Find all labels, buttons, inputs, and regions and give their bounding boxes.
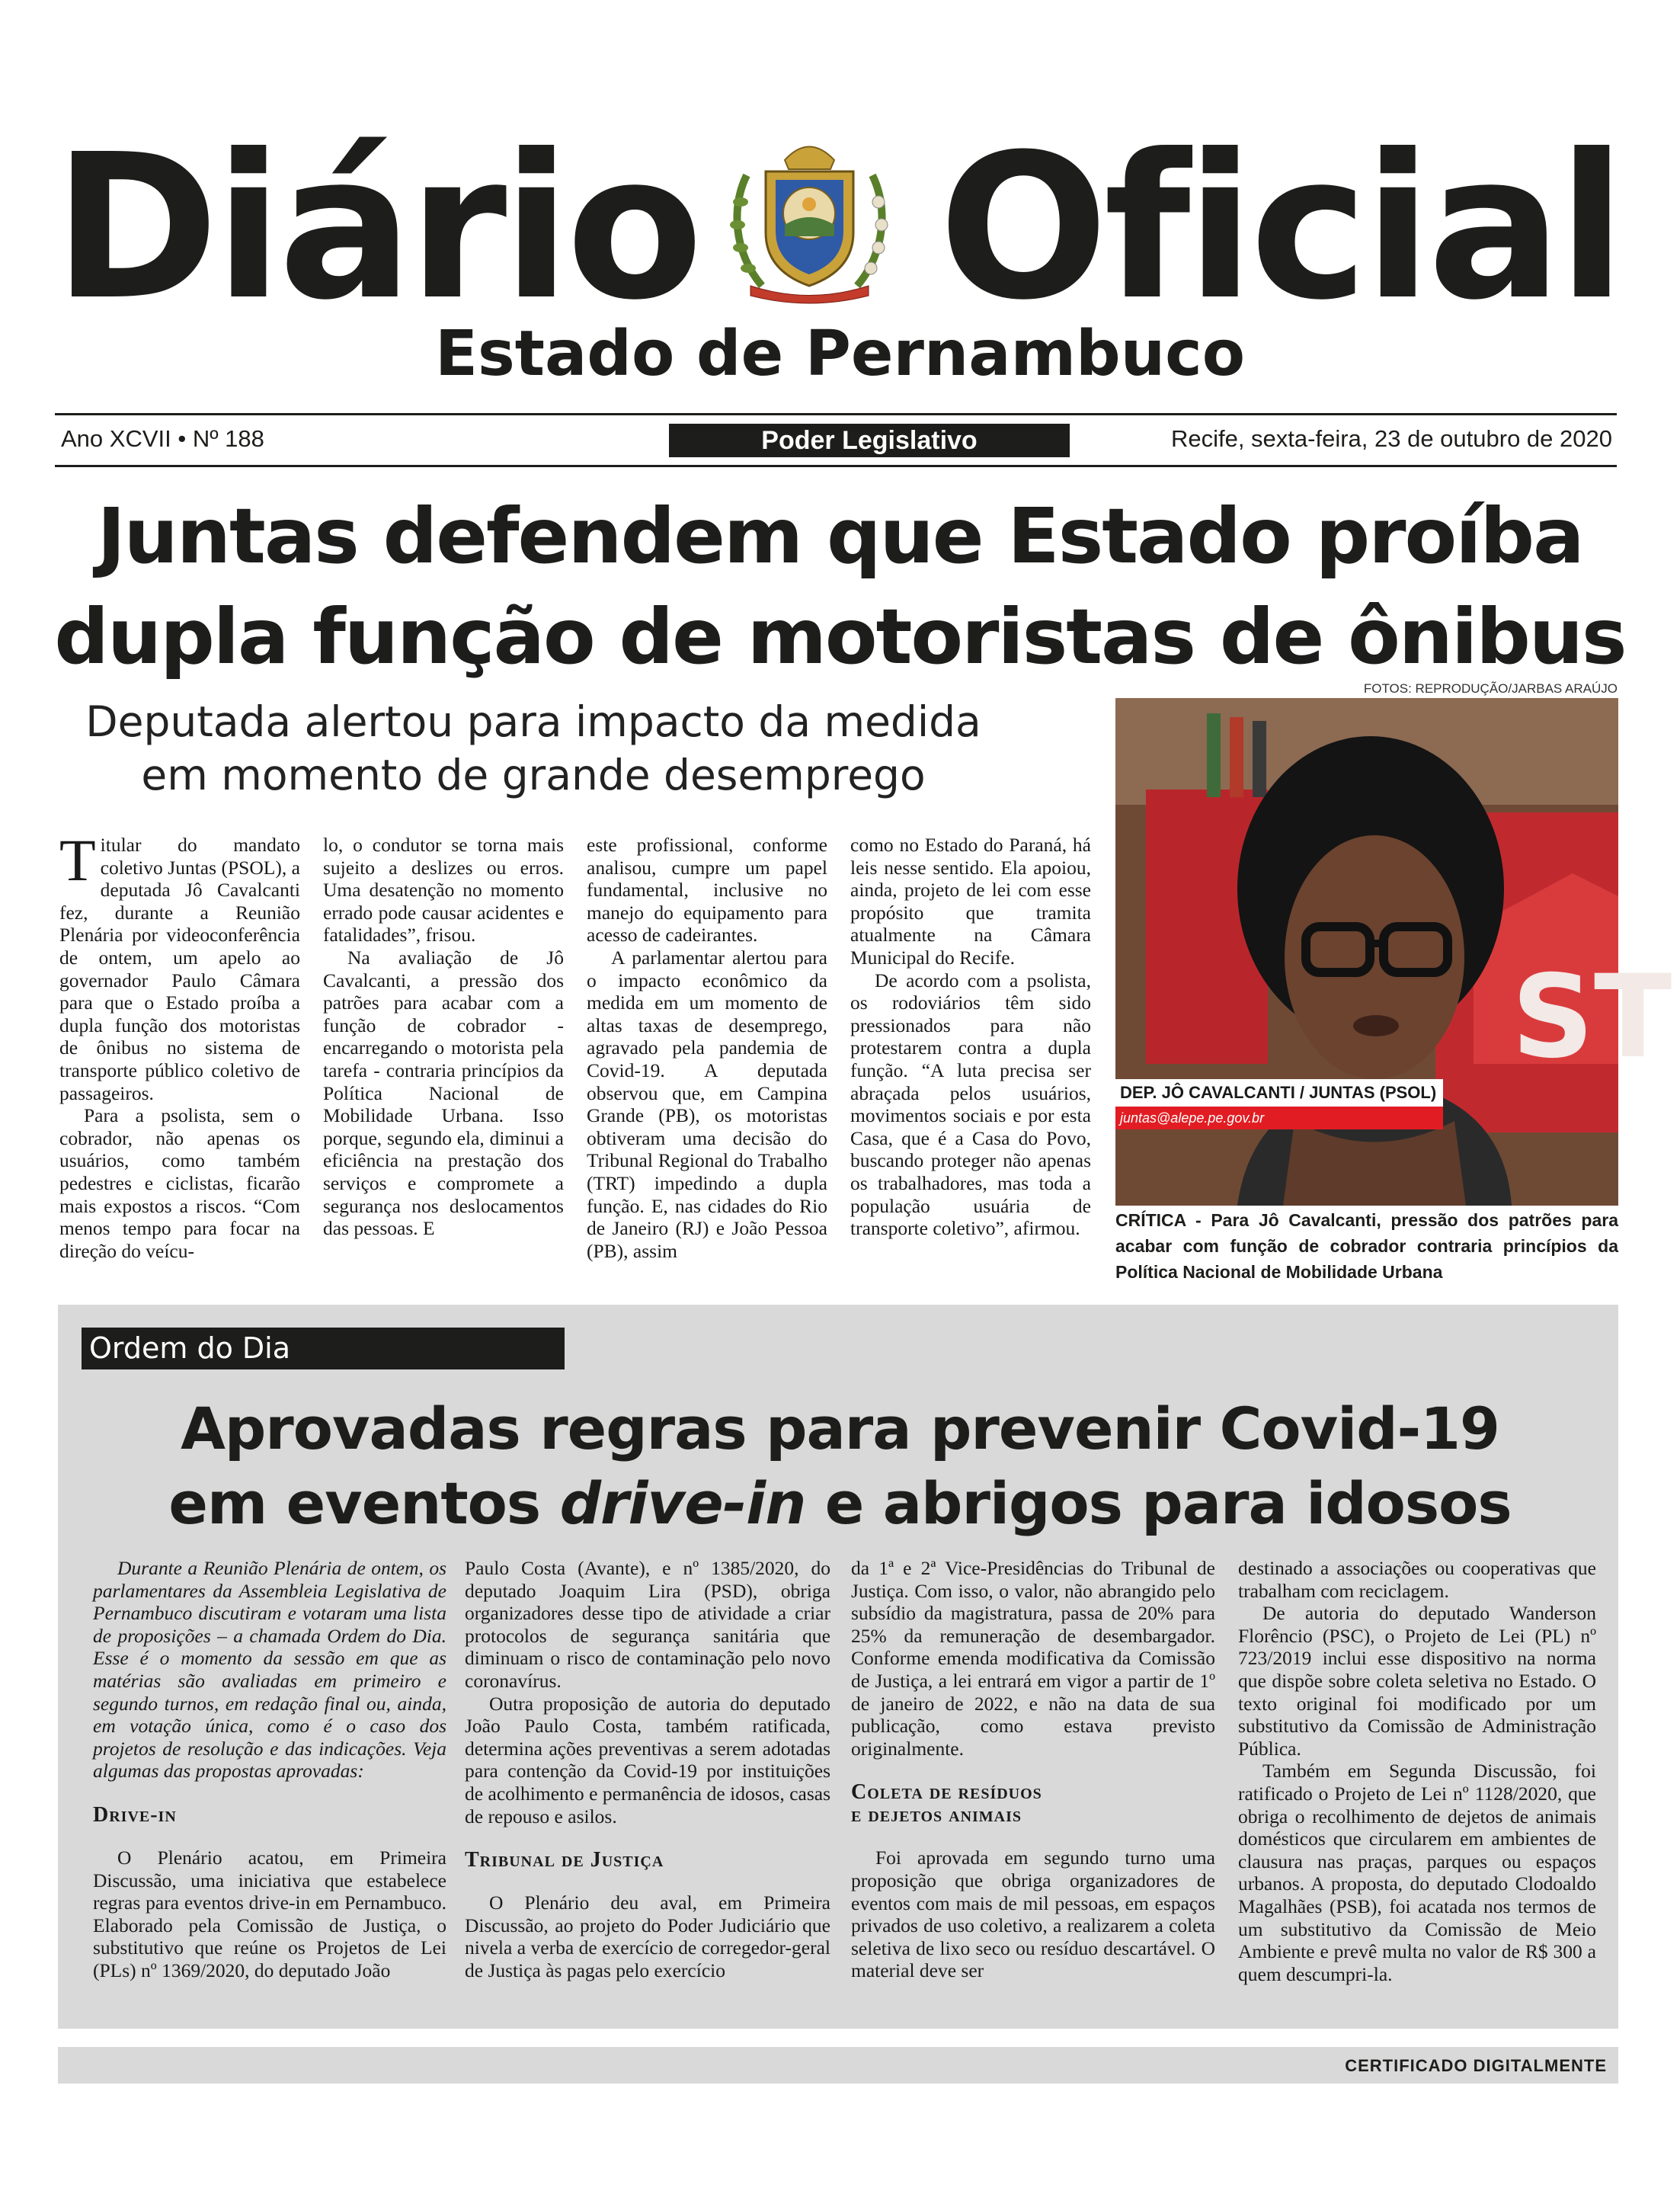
lead-column-3 [587, 834, 827, 1262]
lead-col3-paragraph-1: este profissional, conforme analisou, cumpre um papel fundamental, inclusive no manejo do equipamento para acesso de cadeirantes. [587, 834, 827, 947]
ordem-column-4 [1238, 1557, 1596, 1985]
lead-column-4 [850, 834, 1091, 1240]
photo-credit: FOTOS: REPRODUÇÃO/JARBAS ARAÚJO [1363, 681, 1618, 696]
subhead-tribunal: Tribunal de Justiça [465, 1848, 664, 1872]
lead-col2-paragraph-1: lo, o condutor se torna mais sujeito a deslizes ou erros. Uma desatenção no momento errado pode causar acidentes e fatalidades”, frisou. [323, 834, 564, 947]
subhead-coleta [851, 1781, 1215, 1827]
ordem-column-2 [465, 1557, 830, 1982]
lead-headline-line-1: Juntas defendem que Estado proíba [97, 492, 1583, 581]
masthead-rule-bottom [55, 465, 1617, 467]
masthead-subtitle: Estado de Pernambuco [434, 318, 1246, 390]
lead-col2-paragraph-2: Na avaliação de Jô Cavalcanti, a pressão dos patrões para acabar com a função de cobrador - encarregando o motorista pela tarefa - contraria princípios da Política Nacional de Mobilidade Urbana. Isso porque, segundo ela, diminui a eficiência na prestação dos serviços e compromete a segurança nos deslocamentos das pessoas. E [323, 946, 564, 1240]
lead-col3-paragraph-2: A parlamentar alertou para o impacto econômico da medida em um momento de altas taxas de desemprego, agravado pela pandemia de Covid-19. A deputada observou que, em Campina Grande (PB), os motoristas obtiveram uma decisão do Tribunal Regional do Trabalho (TRT) impedindo a dupla função. E, nas cidades do Rio de Janeiro (RJ) e João Pessoa (PB), assim [587, 946, 827, 1262]
video-still-illustration [1115, 698, 1672, 1206]
ordem-column-1 [93, 1557, 446, 1982]
masthead-title-right: Oficial [939, 111, 1622, 344]
lead-deck-line-2: em momento de grande desemprego [141, 751, 926, 799]
photo-lower-third-name: DEP. JÔ CAVALCANTI / JUNTAS (PSOL) [1120, 1083, 1437, 1102]
lead-deck-line-1: Deputada alertou para impacto da medida [85, 697, 981, 746]
ordem-c4-paragraph-1: destinado a associações ou cooperativas que trabalham com reciclagem. [1238, 1557, 1596, 1602]
ordem-c1-paragraph-1: O Plenário acatou, em Primeira Discussão, uma iniciativa que estabelece regras para eventos drive-in em Pernambuco. Elaborado pela Comissão de Justiça, o substitutivo que reúne os Projetos de Lei (PLs) nº 1369/2020, do deputado João [93, 1846, 446, 1981]
ordem-column-3 [851, 1557, 1215, 1982]
state-coat-of-arms [724, 130, 895, 306]
ordem-headline-line-2 [0, 1466, 1680, 1541]
ordem-c4-paragraph-2: De autoria do deputado Wanderson Florêncio (PSC), o Projeto de Lei (PL) nº 723/2019 inclui esse dispositivo na norma que dispõe sobre coleta seletiva no Estado. O texto original foi modificado por um substitutivo da Comissão de Administração Pública. [1238, 1602, 1596, 1760]
ordem-intro: Durante a Reunião Plenária de ontem, os parlamentares da Assembleia Legislativa de Pernambuco discutiram e votaram uma lista de proposições – a chamada Ordem do Dia. Esse é o momento da sessão em que as matérias são avaliadas em primeiro e segundo turnos, em redação final ou, ainda, em votação única, como é o caso dos projetos de resolução e das indicações. Veja algumas das propostas aprovadas: [93, 1557, 446, 1783]
edition-number: Ano XCVII • Nº 188 [61, 425, 264, 452]
ordem-headline-2b: drive-in [559, 1469, 806, 1537]
lead-photo [1115, 698, 1672, 1206]
svg-text:ST: ST [1512, 951, 1672, 1084]
date-line: Recife, sexta-feira, 23 de outubro de 2020 [1170, 425, 1612, 452]
photo-lower-third-email: juntas@alepe.pe.gov.br [1120, 1110, 1265, 1126]
ordem-c2-paragraph-3: O Plenário deu aval, em Primeira Discussão, ao projeto do Poder Judiciário que nivela a verba de exercício de corregedor-geral de Justiça às pagas pelo exercício [465, 1891, 830, 1981]
subhead-drive-in: Drive-in [93, 1802, 177, 1827]
subhead-coleta-line-1: Coleta de resíduos [851, 1780, 1042, 1805]
ordem-headline-2a: em eventos [168, 1469, 560, 1537]
ordem-c3-paragraph-1: da 1ª e 2ª Vice-Presidências do Tribunal de Justiça. Com isso, o valor, não abrangido pelo subsídio da magistratura, passa de 20% para 25% da remuneração de desembargador. Conforme emenda modificativa da Comissão de Justiça, a lei entrará em vigor a partir de 1º de janeiro de 2022, e não na data de sua publicação, como estava previsto originalmente. [851, 1557, 1215, 1760]
lead-col4-paragraph-2: De acordo com a psolista, os rodoviários têm sido pressionados para não protestarem contra a dupla função. “A luta precisa ser abraçada pelos usuários, movimentos sociais e por esta Casa, que é a Casa do Povo, buscando proteger não apenas os trabalhadores, mas toda a população usuária de transporte coletivo”, afirmou. [850, 969, 1091, 1240]
lead-headline-line-2: dupla função de motoristas de ônibus [54, 592, 1626, 681]
section-badge: Poder Legislativo [669, 424, 1070, 457]
lead-col1-paragraph-1: itular do mandato coletivo Juntas (PSOL), a deputada Jô Cavalcanti fez, durante a Reunião Plenária por videoconferência de ontem, um apelo ao governador Paulo Câmara para que o Estado proíba a dupla função dos motoristas de ônibus no sistema de transporte público coletivo de passageiros. [59, 834, 300, 1104]
subhead-coleta-line-2: e dejetos animais [851, 1803, 1022, 1827]
edition-row [57, 424, 1617, 457]
lead-column-1 [59, 827, 300, 1262]
certified-digitally-label: CERTIFICADO DIGITALMENTE [1345, 2056, 1607, 2075]
photo-caption: CRÍTICA - Para Jô Cavalcanti, pressão dos patrões para acabar com função de cobrador contraria princípios da Política Nacional de Mobilidade Urbana [1115, 1210, 1618, 1282]
drop-cap: T [59, 827, 96, 893]
ordem-do-dia-tag: Ordem do Dia [82, 1328, 565, 1369]
ordem-c2-paragraph-1: Paulo Costa (Avante), e nº 1385/2020, do deputado Joaquim Lira (PSD), obriga organizadores desse tipo de atividade a criar protocolos de segurança sanitária que diminuam o risco de contaminação pelo novo coronavírus. [465, 1557, 830, 1692]
masthead-rule-top [55, 413, 1617, 415]
lead-col1-paragraph-2: Para a psolista, sem o cobrador, não apenas os usuários, como também pedestres e ciclistas, ficarão mais expostos a riscos. “Com menos tempo para focar na direção do veícu- [59, 1104, 300, 1262]
ordem-c2-paragraph-2: Outra proposição de autoria do deputado João Paulo Costa, também ratificada, determina ações preventivas a serem adotadas para contenção da Covid-19 por instituições de acolhimento e permanência de idosos, casas de repouso e asilos. [465, 1692, 830, 1827]
ordem-headline-2c: e abrigos para idosos [805, 1469, 1512, 1537]
lead-column-2 [323, 834, 564, 1240]
ordem-headline-line-1: Aprovadas regras para prevenir Covid-19 [181, 1395, 1499, 1462]
ordem-c3-paragraph-2: Foi aprovada em segundo turno uma proposição que obriga organizadores de eventos com mais de mil pessoas, em espaços privados de uso coletivo, a realizarem a coleta seletiva de lixo seco ou resíduo descartável. O material deve ser [851, 1847, 1215, 1982]
lead-col4-paragraph-1: como no Estado do Paraná, há leis nesse sentido. Ela apoiou, ainda, projeto de lei com esse propósito que tramita atualmente na Câmara Municipal do Recife. [850, 834, 1091, 969]
lead-deck [84, 695, 983, 802]
lead-headline [0, 486, 1680, 687]
ordem-c4-paragraph-3: Também em Segunda Discussão, foi ratificado o Projeto de Lei nº 1128/2020, que obriga o recolhimento de dejetos de animais domésticos que circularem em ambientes de clausura nas praças, parques ou espaços urbanos. A proposta, do deputado Clodoaldo Magalhães (PSB), foi acatada nos termos de um substitutivo da Comissão de Meio Ambiente e prevê multa no valor de R$ 300 a quem descumpri-la. [1238, 1760, 1596, 1985]
ordem-headline [0, 1392, 1680, 1541]
masthead-title-left: Diário [53, 111, 699, 344]
